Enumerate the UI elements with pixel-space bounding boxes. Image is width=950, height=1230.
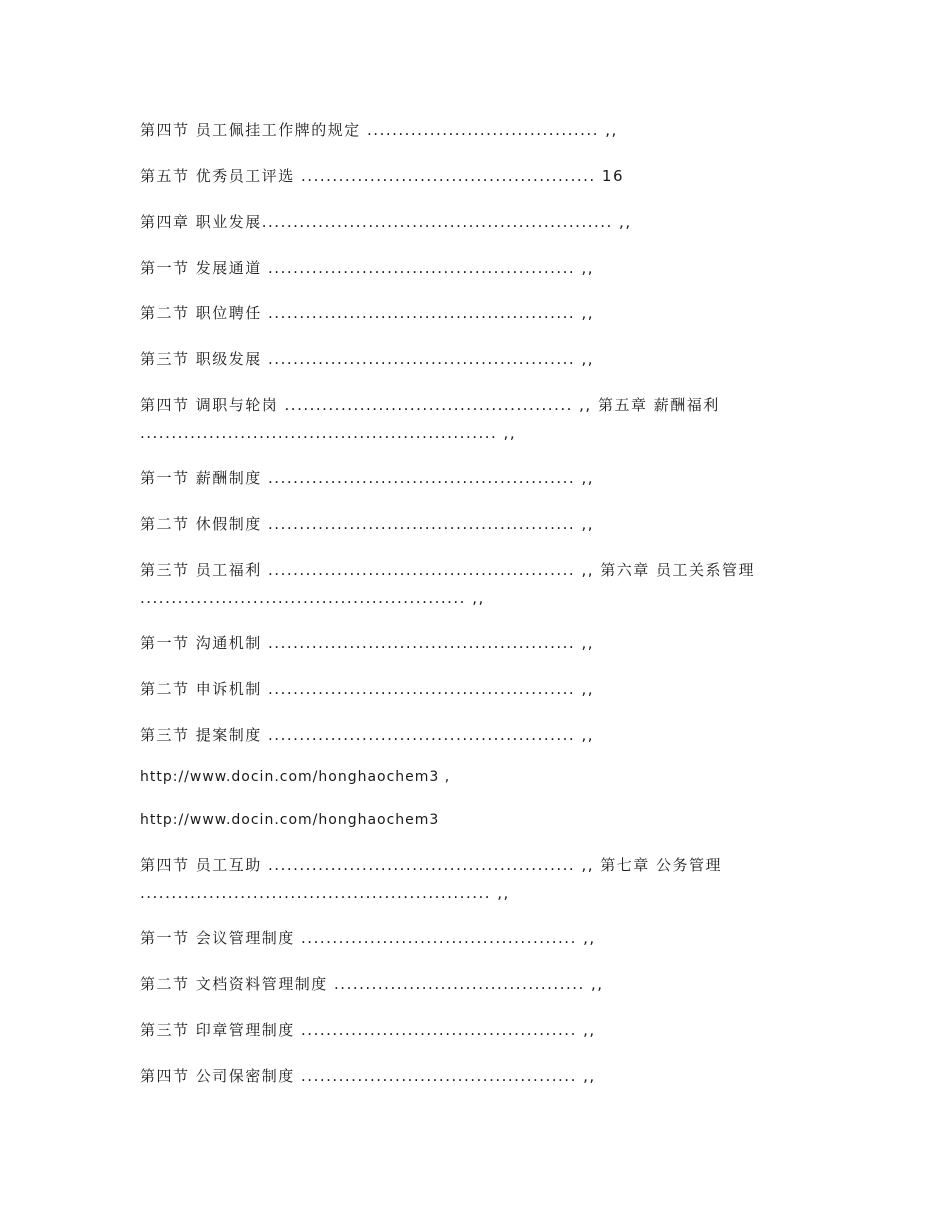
toc-entry: 第一节 沟通机制 ................................................. ,, (140, 634, 594, 652)
toc-entry: 第一节 薪酬制度 ................................................. ,, (140, 469, 594, 487)
watermark-url: http://www.docin.com/honghaochem3 , (140, 769, 451, 785)
toc-entry: 第三节 印章管理制度 ............................................ ,, (140, 1021, 596, 1039)
toc-entry: 第四节 公司保密制度 ............................................ ,, (140, 1067, 596, 1085)
toc-entry: 第一节 会议管理制度 ............................................ ,, (140, 929, 596, 947)
toc-entry: 第四节 员工互助 ................................................. ,, 第七章 公务管理 ........................................................ ,, (140, 856, 723, 902)
toc-entry: 第二节 职位聘任 ................................................. ,, (140, 304, 594, 322)
toc-entry: 第三节 员工福利 ................................................. ,, 第六章 员工关系管理 .................................................... ,, (140, 561, 756, 607)
toc-entry: 第二节 申诉机制 ................................................. ,, (140, 680, 594, 698)
toc-entry: 第二节 休假制度 ................................................. ,, (140, 515, 594, 533)
toc-entry: 第二节 文档资料管理制度 ........................................ ,, (140, 975, 604, 993)
toc-entry: 第一节 发展通道 ................................................. ,, (140, 259, 594, 277)
toc-entry: 第四节 调职与轮岗 .............................................. ,, 第五章 薪酬福利 ......................................................... ,, (140, 396, 720, 442)
toc-entry: 第四章 职业发展........................................................ ,, (140, 213, 632, 231)
toc-entry: 第三节 提案制度 ................................................. ,, (140, 726, 594, 744)
toc-entry: 第五节 优秀员工评选 ............................................... 16 (140, 167, 624, 185)
toc-entry: 第四节 员工佩挂工作牌的规定 ..................................... ,, (140, 121, 618, 139)
toc-entry: 第三节 职级发展 ................................................. ,, (140, 350, 594, 368)
watermark-url: http://www.docin.com/honghaochem3 (140, 812, 440, 828)
